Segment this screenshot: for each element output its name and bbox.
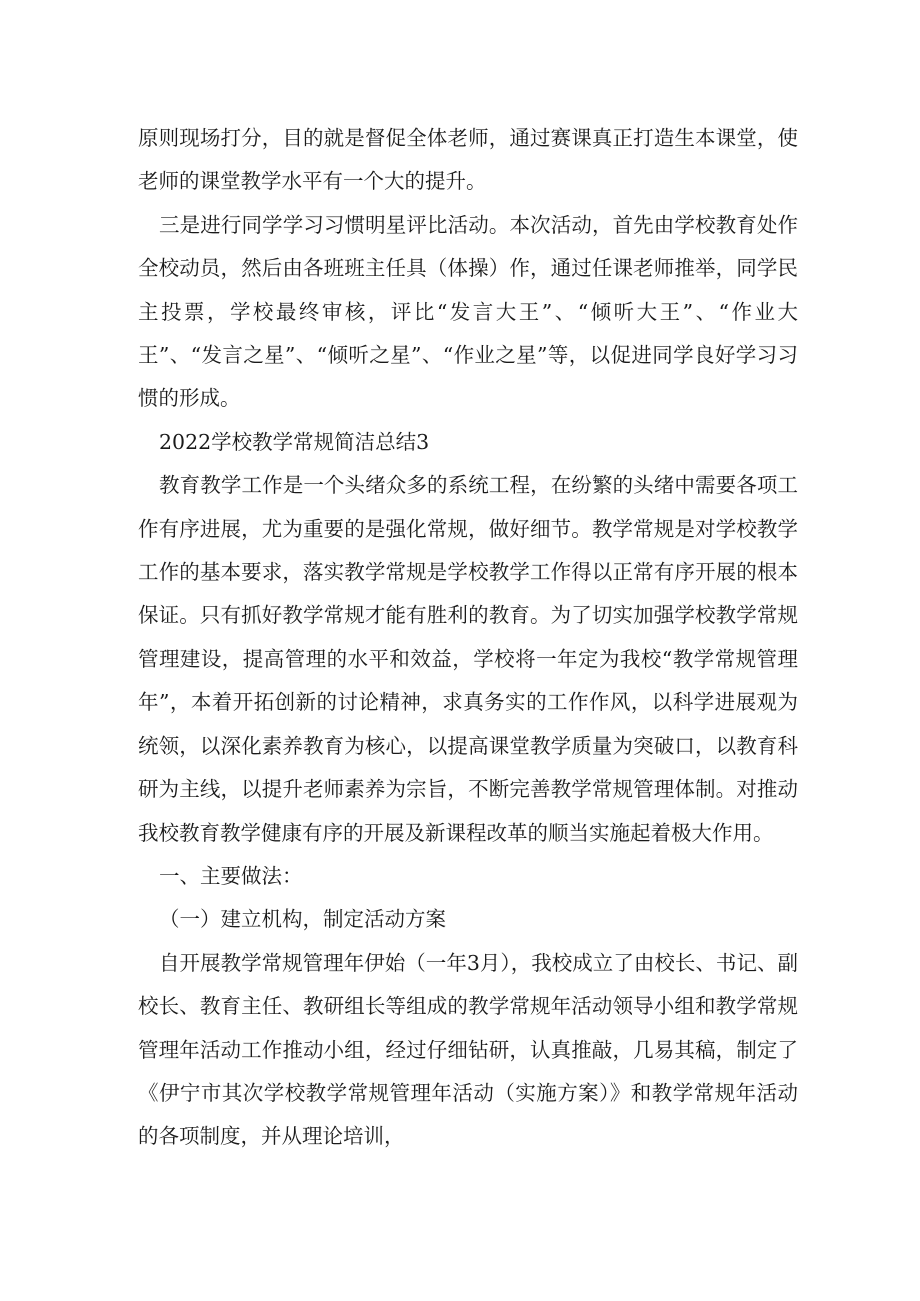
- heading-main-methods: 一、主要做法：: [159, 863, 303, 888]
- subheading-organization: （一）建立机构，制定活动方案: [159, 907, 446, 932]
- body-text: [138, 117, 798, 1159]
- paragraph-organization: 自开展教学常规管理年伊始（一年3月），我校成立了由校长、书记、副校长、教育主任、教研组长等组成的教学常规年活动领导小组和教学常规管理年活动工作推动小组，经过仔细钻研，认真推敲，几易其稿，制定了《伊宁市其次学校教学常规管理年活动（实施方案）》和教学常规年活动的各项制度，并从理论培训，: [138, 950, 798, 1149]
- paragraph-habit-star: 三是进行同学学习习惯明星评比活动。本次活动，首先由学校教育处作全校动员，然后由各班班主任具（体操）作，通过任课老师推举，同学民主投票，学校最终审核，评比“发言大王”、“倾听大王”、“作业大王”、“发言之星”、“倾听之星”、“作业之星”等，以促进同学良好学习习惯的形成。: [138, 212, 798, 411]
- section-heading: 2022学校教学常规简洁总结3: [159, 429, 430, 454]
- paragraph-intro: 教育教学工作是一个头绪众多的系统工程，在纷繁的头绪中需要各项工作有序进展，尤为重要的是强化常规，做好细节。教学常规是对学校教学工作的基本要求，落实教学常规是学校教学工作得以正常有序开展的根本保证。只有抓好教学常规才能有胜利的教育。为了切实加强学校教学常规管理建设，提高管理的水平和效益，学校将一年定为我校“教学常规管理年”，本着开拓创新的讨论精神，求真务实的工作作风，以科学进展观为统领，以深化素养教育为核心，以提高课堂教学质量为突破口，以教育科研为主线，以提升老师素养为宗旨，不断完善教学常规管理体制。对推动我校教育教学健康有序的开展及新课程改革的顺当实施起着极大作用。: [138, 473, 798, 845]
- paragraph-continuation: 原则现场打分，目的就是督促全体老师，通过赛课真正打造生本课堂，使老师的课堂教学水平有一个大的提升。: [138, 126, 798, 194]
